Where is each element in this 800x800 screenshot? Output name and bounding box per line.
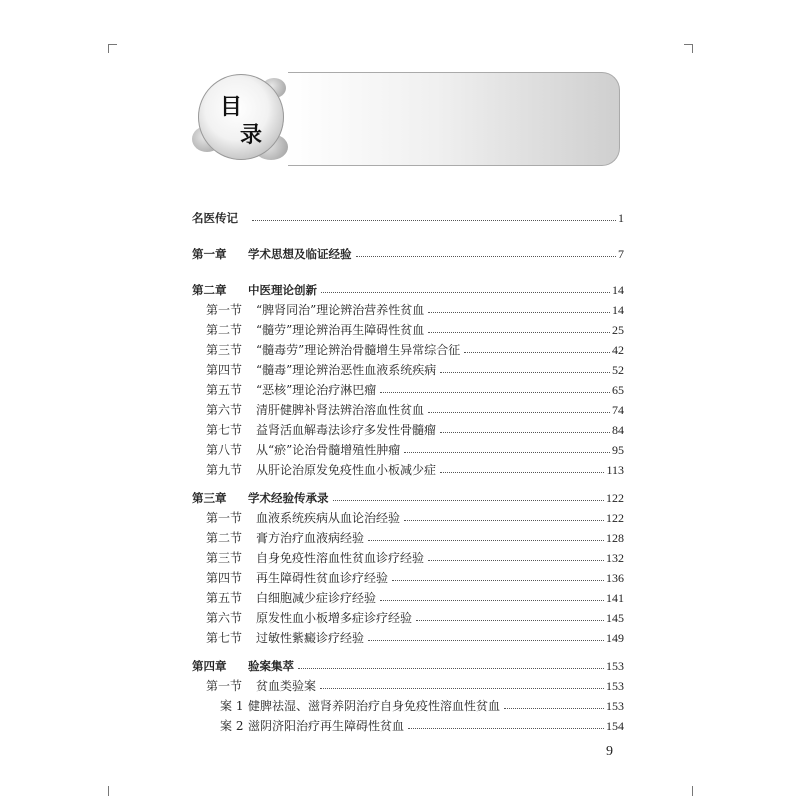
toc-entry-page: 74 (612, 403, 624, 417)
toc-section-row (192, 525, 624, 545)
toc-entry-number: 第三节 (206, 551, 243, 565)
toc-entry-title: 清肝健脾补肾法辨治溶血性贫血 (256, 403, 425, 417)
toc-entry-number: 第一节 (206, 679, 243, 693)
toc-entry-number: 第一节 (206, 303, 243, 317)
toc-entry-page: 149 (606, 631, 624, 645)
toc-entry-page: 84 (612, 423, 624, 437)
toc-entry-page: 25 (612, 323, 624, 337)
toc-section-row (192, 605, 624, 625)
toc-entry-number: 第一节 (206, 511, 243, 525)
toc-chapter-row (192, 485, 624, 505)
crop-mark-top-right (684, 44, 693, 53)
dot-leader (404, 451, 610, 453)
toc-entry-label (192, 611, 414, 625)
toc-entry-title: 再生障碍性贫血诊疗经验 (256, 571, 389, 585)
toc-entry-page: 122 (606, 491, 624, 505)
toc-entry-title: 学术思想及临证经验 (248, 247, 352, 261)
dot-leader (408, 727, 604, 729)
toc-entry-page: 141 (606, 591, 624, 605)
toc-entry-number: 第四节 (206, 571, 243, 585)
toc-entry-label (192, 699, 502, 713)
toc-entry-label (192, 383, 378, 397)
dot-leader (464, 351, 610, 353)
toc-entry-title: 从“瘀”论治骨髓增殖性肿瘤 (256, 443, 401, 457)
toc-entry-title: 过敏性紫癜诊疗经验 (256, 631, 365, 645)
toc-section-row (192, 585, 624, 605)
toc-entry-title: “髓劳”理论辨治再生障碍性贫血 (256, 323, 425, 337)
dot-leader (368, 639, 604, 641)
toc-entry-number: 第六节 (206, 403, 243, 417)
toc-entry-title: 从肝论治原发免疫性血小板减少症 (256, 463, 437, 477)
toc-entry-label (192, 443, 402, 457)
dot-leader (320, 687, 604, 689)
toc-entry-label (192, 323, 426, 337)
dot-leader (504, 707, 604, 709)
toc-entry-page: 1 (618, 211, 624, 225)
crop-mark-bottom-right (684, 786, 693, 796)
toc-section-row (192, 625, 624, 645)
dot-leader (368, 539, 604, 541)
toc-entry-label (192, 403, 426, 417)
page-title-char: 录 (240, 123, 263, 148)
toc-entry-title: 中医理论创新 (248, 283, 317, 297)
toc-entry-number: 第七节 (206, 631, 243, 645)
toc-entry-number: 第四节 (206, 363, 243, 377)
toc-entry-number: 第八节 (206, 443, 243, 457)
banner-emblem (192, 72, 288, 166)
toc-entry-label (192, 531, 366, 545)
toc-entry-label (192, 659, 296, 673)
dot-leader (333, 499, 605, 501)
toc-chapter-row (192, 277, 624, 297)
toc-entry-label (192, 211, 250, 225)
toc-entry-label (192, 571, 390, 585)
toc-entry-page: 7 (618, 247, 624, 261)
toc-section-row (192, 505, 624, 525)
toc-entry-title: 益肾活血解毒法诊疗多发性骨髓瘤 (256, 423, 437, 437)
toc-entry-number: 第二章 (192, 283, 227, 297)
toc-entry-page: 122 (606, 511, 624, 525)
toc-entry-title: “脾肾同治”理论辨治营养性贫血 (256, 303, 425, 317)
page-title-char: 目 (220, 95, 243, 120)
toc-entry-page: 136 (606, 571, 624, 585)
toc-entry-label (192, 679, 318, 693)
toc-entry-label (192, 363, 438, 377)
toc-section-row (192, 357, 624, 377)
dot-leader (392, 579, 604, 581)
dot-leader (404, 519, 604, 521)
dot-leader (428, 331, 610, 333)
toc-section-row (192, 377, 624, 397)
toc-entry-number: 第二节 (206, 531, 243, 545)
toc-entry-number: 案 2 (220, 719, 244, 733)
toc-entry-title: “髓毒”理论辨治恶性血液系统疾病 (256, 363, 437, 377)
dot-leader (321, 291, 610, 293)
toc-entry-page: 113 (606, 463, 624, 477)
toc-section-row (192, 317, 624, 337)
dot-leader (416, 619, 604, 621)
toc-section-row (192, 673, 624, 693)
dot-leader (428, 311, 610, 313)
crop-mark-bottom-left (108, 786, 117, 796)
toc-entry-number: 第三节 (206, 343, 243, 357)
toc-entry-number: 第七节 (206, 423, 243, 437)
toc-entry-page: 153 (606, 699, 624, 713)
toc-section-row (192, 397, 624, 417)
toc-entry-number: 第五节 (206, 591, 243, 605)
toc-entry-title: “恶核”理论治疗淋巴瘤 (256, 383, 377, 397)
toc-section-row (192, 457, 624, 477)
toc-entry-page: 52 (612, 363, 624, 377)
dot-leader (252, 219, 616, 221)
dot-leader (440, 471, 604, 473)
toc-entry-label (192, 283, 319, 297)
dot-leader (428, 411, 610, 413)
toc-entry-page: 145 (606, 611, 624, 625)
toc-chapter-row (192, 205, 624, 225)
toc-entry-page: 154 (606, 719, 624, 733)
toc-entry-number: 第二节 (206, 323, 243, 337)
toc-section-row (192, 417, 624, 437)
toc-entry-page: 65 (612, 383, 624, 397)
toc-entry-title: 验案集萃 (248, 659, 294, 673)
toc-entry-page: 132 (606, 551, 624, 565)
toc-section-row (192, 437, 624, 457)
toc-entry-title: 自身免疫性溶血性贫血诊疗经验 (256, 551, 425, 565)
toc-entry-label (192, 511, 402, 525)
toc-entry-title: 贫血类验案 (256, 679, 317, 693)
toc-section-row (192, 337, 624, 357)
banner-bar (282, 72, 620, 166)
toc-entry-number: 第一章 (192, 247, 227, 261)
toc-section-row (192, 565, 624, 585)
toc-entry-page: 14 (612, 303, 624, 317)
toc-entry-number: 第六节 (206, 611, 243, 625)
toc-entry-title: 滋阴济阳治疗再生障碍性贫血 (248, 719, 405, 733)
toc-entry-title: “髓毒劳”理论辨治骨髓增生异常综合征 (256, 343, 461, 357)
toc-case-row (192, 693, 624, 713)
toc-section-row (192, 545, 624, 565)
toc-entry-title: 膏方治疗血液病经验 (256, 531, 365, 545)
toc-chapter-row (192, 653, 624, 673)
toc-entry-label (192, 551, 426, 565)
toc-entry-number: 第九节 (206, 463, 243, 477)
toc-entry-page: 14 (612, 283, 624, 297)
toc-header-banner (192, 72, 620, 166)
dot-leader (380, 599, 604, 601)
toc-entry-number: 第四章 (192, 659, 227, 673)
toc-entry-title: 血液系统疾病从血论治经验 (256, 511, 401, 525)
toc-section-row (192, 297, 624, 317)
toc-chapter-row (192, 241, 624, 261)
dot-leader (380, 391, 610, 393)
toc-entry-title: 健脾祛湿、滋肾养阴治疗自身免疫性溶血性贫血 (248, 699, 501, 713)
toc-entry-label (192, 591, 378, 605)
dot-leader (440, 431, 610, 433)
toc-entry-page: 42 (612, 343, 624, 357)
dot-leader (298, 667, 604, 669)
toc-entry-number: 案 1 (220, 699, 244, 713)
toc-entry-page: 95 (612, 443, 624, 457)
toc-entry-page: 128 (606, 531, 624, 545)
page-number: 9 (606, 744, 613, 759)
toc-entry-label (192, 463, 438, 477)
toc-entry-label (192, 343, 462, 357)
toc-entry-title: 学术经验传承录 (248, 491, 329, 505)
toc-entry-label (192, 247, 354, 261)
toc-entry-number: 名医传记 (192, 211, 238, 225)
toc-entry-number: 第五节 (206, 383, 243, 397)
dot-leader (356, 255, 617, 257)
toc-entry-label (192, 303, 426, 317)
toc-entry-page: 153 (606, 659, 624, 673)
toc-entry-title: 白细胞减少症诊疗经验 (256, 591, 377, 605)
toc-entry-number: 第三章 (192, 491, 227, 505)
toc-entry-label (192, 423, 438, 437)
toc-entry-label (192, 491, 331, 505)
toc-case-row (192, 713, 624, 733)
dot-leader (440, 371, 610, 373)
toc-entry-label (192, 631, 366, 645)
crop-mark-top-left (108, 44, 117, 53)
toc-entry-label (192, 719, 406, 733)
toc-entry-title: 原发性血小板增多症诊疗经验 (256, 611, 413, 625)
dot-leader (428, 559, 604, 561)
toc-entry-page: 153 (606, 679, 624, 693)
